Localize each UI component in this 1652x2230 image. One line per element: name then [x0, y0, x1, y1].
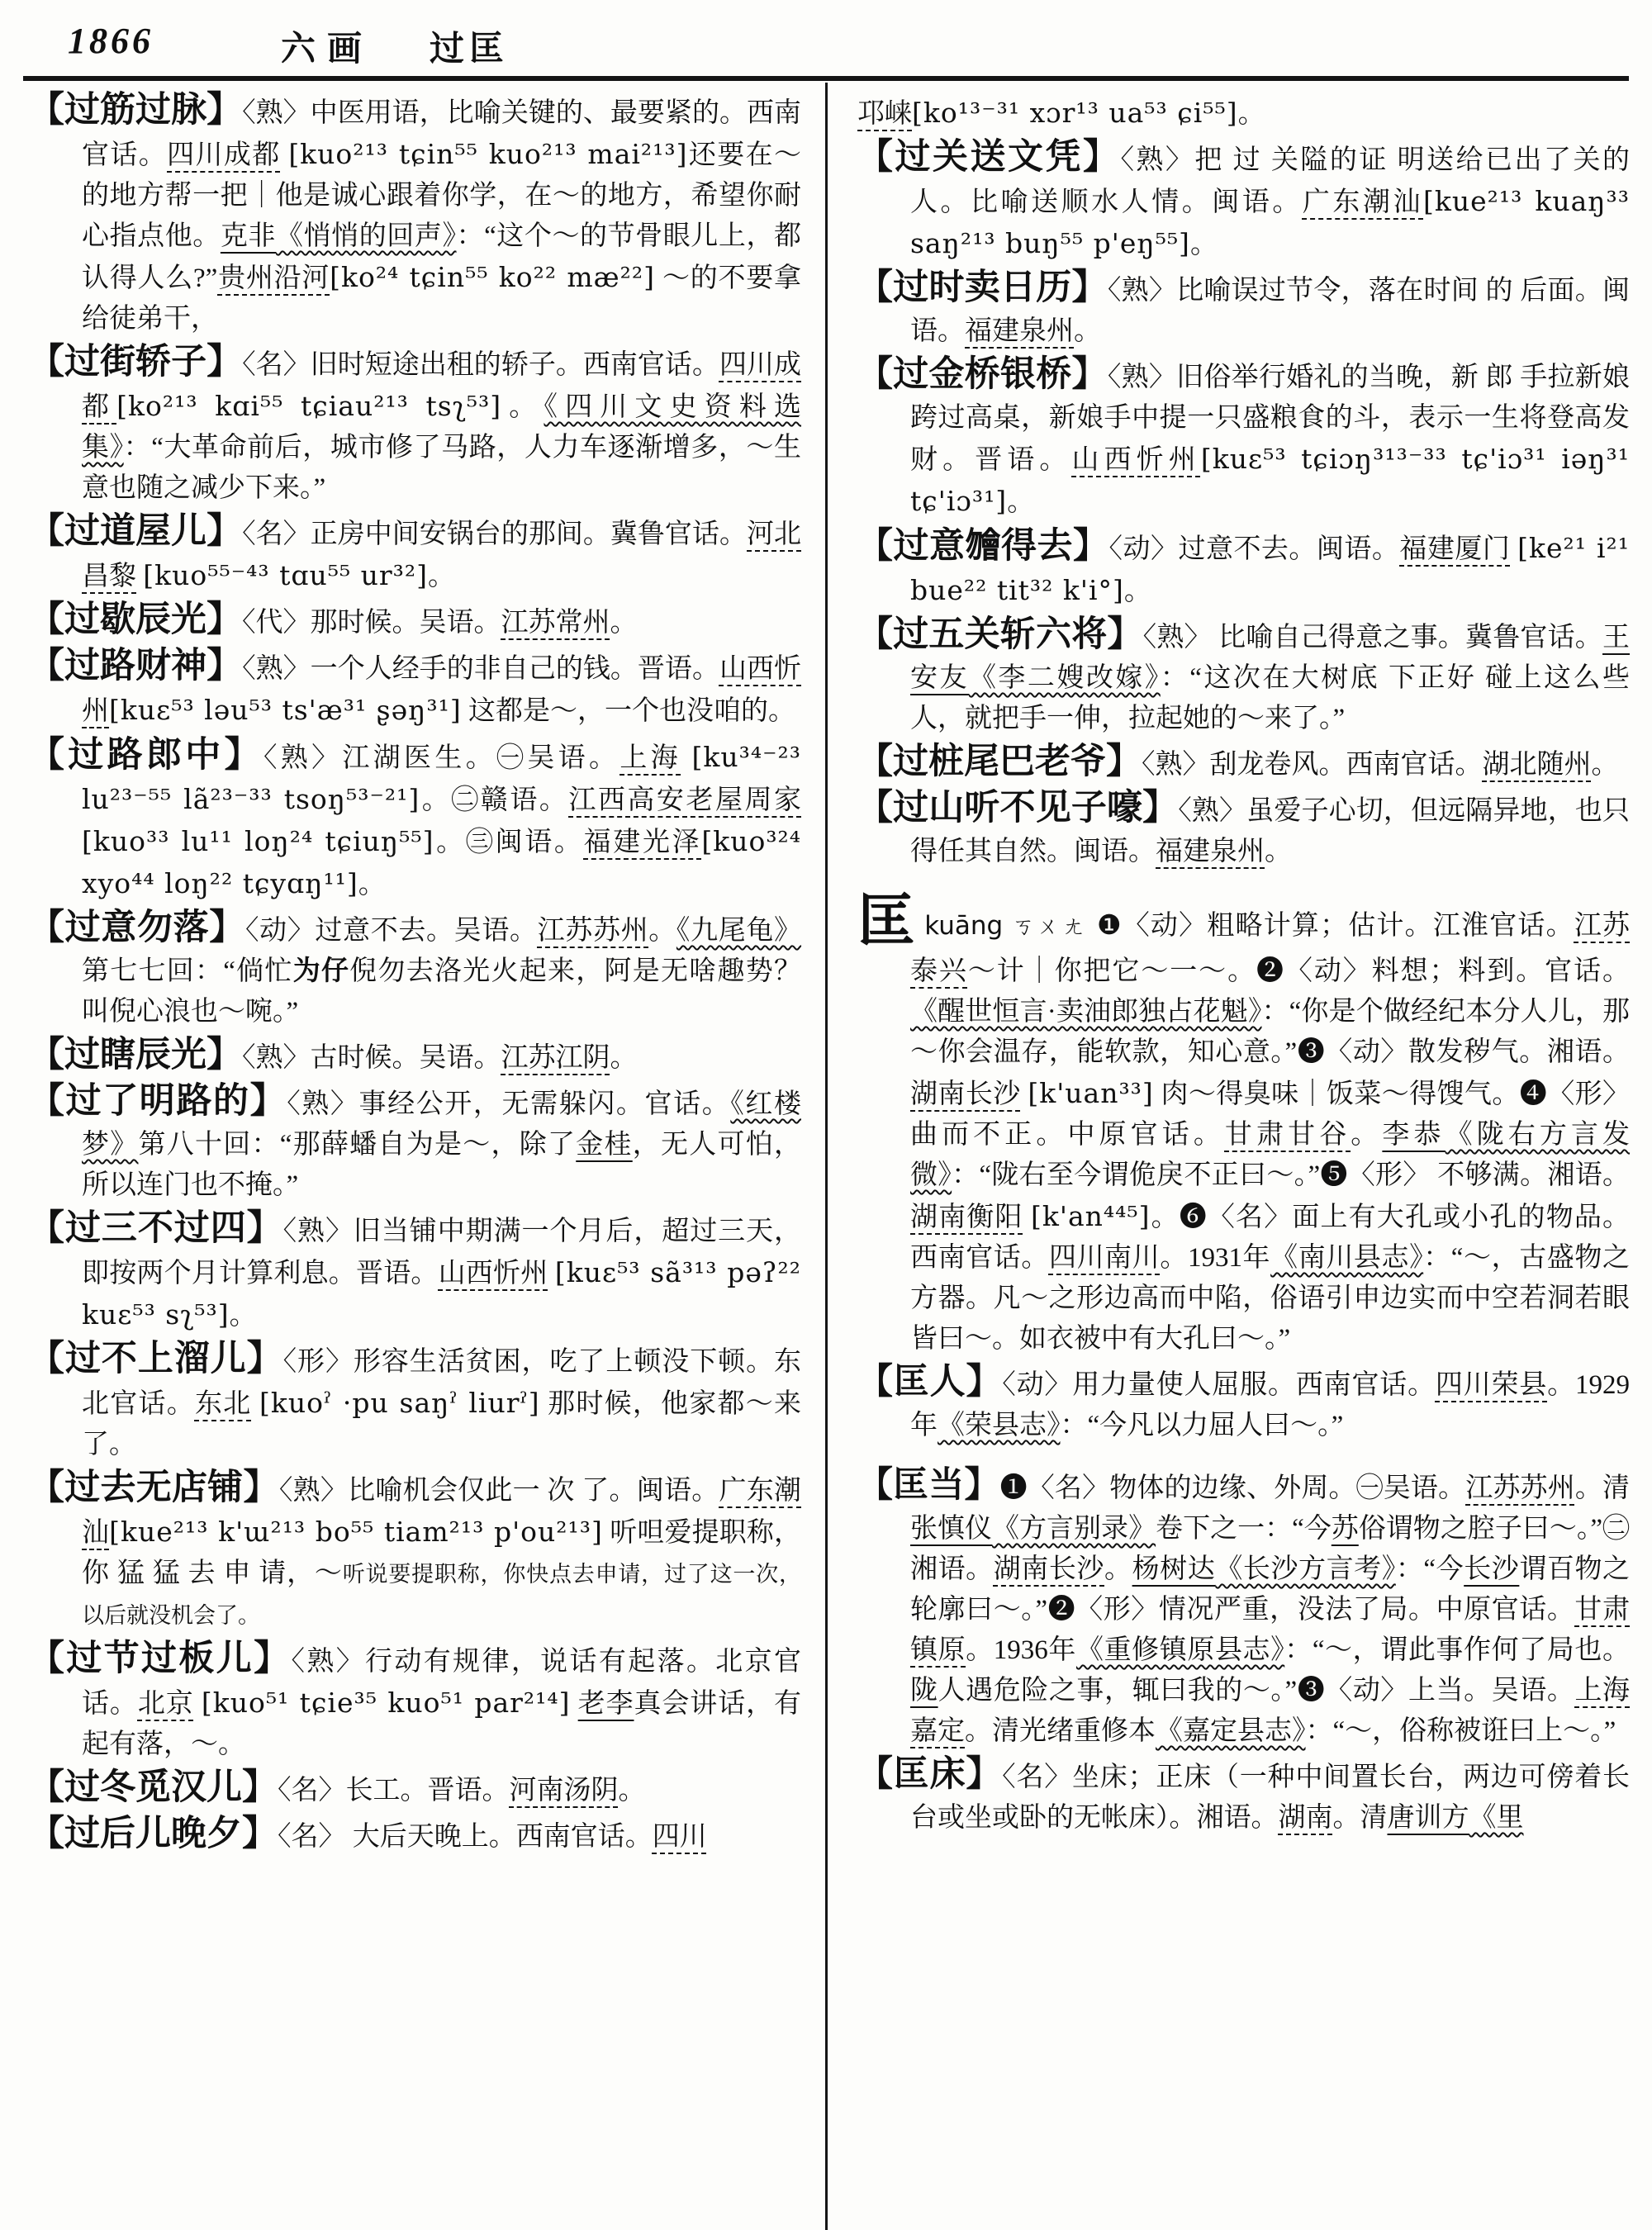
entry-text: 克非 [220, 221, 277, 251]
entry-headword: 【匡当】 [857, 1466, 1000, 1505]
entry-text: 这都是～，一个也没咱的。 [461, 696, 795, 726]
dict-entry [857, 93, 1630, 135]
dict-entry [29, 1470, 801, 1636]
entry-text: 。 [1104, 1554, 1132, 1584]
entry-text: 还要在～的地方帮一把｜他是诚心跟着你学，在～的地方，希望你耐心指点他。 [82, 140, 802, 251]
dict-entry [29, 602, 801, 643]
entry-text: ：“这次在大树底 下正好 碰上这么些人，就把手一伸，拉起她的～来了。” [910, 663, 1630, 733]
entry-text [136, 562, 143, 591]
dict-entry [29, 910, 801, 1032]
entry-text: 为仔 [292, 956, 350, 986]
dict-entry [857, 790, 1630, 872]
entry-headword: 【过道屋儿】 [29, 512, 243, 551]
phonetic-transcription: [k'uan³³] [1028, 1077, 1154, 1109]
entry-text: 《方言别录》 [992, 1514, 1156, 1544]
entry-text: 。 [610, 608, 638, 638]
entry-text: 江西高安老屋周家 [568, 785, 802, 815]
entry-headword: 【过筋过脉】 [29, 91, 243, 130]
entry-text: 。 [1189, 230, 1218, 259]
entry-text: ～的不要拿给徒弟干， [82, 263, 802, 334]
entry-text: 老李 [577, 1689, 634, 1719]
entry-headword: 【过节过板儿】 [29, 1639, 292, 1678]
entry-text: 。1936年 [966, 1635, 1076, 1665]
entry-text: 〈熟〉比喻机会仅此一 次 了。闽语。 [278, 1476, 719, 1506]
entry-text: 。 [618, 1776, 646, 1805]
entry-text: 。 [1007, 487, 1035, 517]
entry-text: 〈名〉 大后天晚上。西南官话。 [278, 1822, 653, 1852]
entry-text: ～计｜你把它～一～。❷〈动〉料想；料到。官话。 [967, 956, 1631, 986]
entry-text: 〈熟〉行动有规律，说话有起落。北京官话。 [82, 1647, 802, 1719]
entry-text: 河南汤阴 [509, 1776, 619, 1805]
entry-text: 。清 [1332, 1803, 1388, 1833]
entry-text: 上海 [620, 743, 681, 773]
entry-headword: 匡 [857, 890, 917, 954]
phonetic-transcription: [kuoˀ ·pu saŋˀ liurˀ] [259, 1387, 540, 1419]
dict-entry [29, 344, 801, 509]
entry-text: 。 [1351, 1120, 1383, 1150]
dict-entry [857, 528, 1630, 612]
entry-headword: 【过关送文凭】 [857, 138, 1121, 177]
entry-headword: 【过不上溜儿】 [29, 1340, 283, 1378]
entry-headword: 【过路郎中】 [29, 736, 263, 775]
entry-text: 上海嘉定 [910, 1676, 1631, 1746]
entry-text: 卷下之一：“今 [1156, 1514, 1332, 1544]
phonetic-transcription: [kuo³²⁴ xyo⁴⁴ loŋ²² tɕyɑŋ¹¹] [82, 825, 802, 899]
page-header [0, 12, 1652, 78]
entry-text: 东北 [194, 1389, 252, 1419]
entry-headword: 【过了明路的】 [29, 1082, 287, 1121]
entry-text: 邛崃 [857, 99, 912, 129]
page-number: 1866 [68, 21, 154, 61]
header-rule [23, 76, 1629, 81]
entry-text: 江苏苏州 [537, 916, 649, 946]
entry-text: 。1929年 [910, 1370, 1631, 1440]
entry-text: 〈代〉那时候。吴语。 [242, 608, 501, 638]
phonetic-transcription: [kuo³³ lu¹¹ loŋ²⁴ tɕiuŋ⁵⁵] [82, 825, 434, 857]
entry-text: 北京 [137, 1689, 194, 1719]
entry-text: 湖南长沙 [993, 1554, 1105, 1584]
dict-entry [29, 1084, 801, 1206]
entry-text: 。 [1123, 576, 1151, 606]
phonetic-transcription: [ku³⁴⁻²³ lu²³⁻⁵⁵ lã²³⁻³³ tsoŋ⁵³⁻²¹] [82, 741, 802, 815]
entry-text: 张慎仪 [910, 1514, 993, 1544]
entry-text: 山西忻州 [438, 1259, 548, 1288]
entry-text: 四川 [652, 1822, 707, 1852]
left-column [29, 93, 801, 1862]
dict-entry [29, 1641, 801, 1765]
right-column [857, 93, 1630, 1843]
entry-headword: 【过意𣍐得去】 [857, 527, 1109, 566]
entry-text: ：“～，谓此事作何了局也。 [1284, 1635, 1630, 1665]
entry-headword: 【过时卖日历】 [857, 268, 1108, 307]
dict-entry [29, 648, 801, 732]
entry-text [1510, 534, 1517, 564]
entry-text: ：“大革命前后，城市修了马路，人力车逐渐增多，～生意也随之减少下来。” [82, 433, 802, 503]
entry-text: 江苏常州 [501, 608, 610, 638]
entry-text: 《荣县志》 [938, 1411, 1061, 1440]
entry-text: 长沙 [1464, 1554, 1520, 1584]
dict-entry [29, 1341, 801, 1465]
entry-text: 。 [1237, 99, 1265, 129]
entry-text: 。 [358, 870, 386, 899]
entry-text: 四川荣县 [1435, 1370, 1548, 1400]
entry-text: 。 [1074, 316, 1101, 346]
entry-text: 湖南长沙 [910, 1079, 1021, 1109]
entry-text: 山西忻州 [1071, 445, 1201, 475]
phonetic-transcription: [kue²¹³ k'ɯ²¹³ bo⁵⁵ tiam²¹³ p'ou²¹³] [109, 1516, 603, 1548]
entry-text: 。 [1265, 837, 1292, 866]
entry-text: 〈名〉坐床；正床（一种中间置长台，两边可傍着长台或坐或卧的无帐床）。湘语。 [910, 1763, 1631, 1833]
entry-text: 《九尾龟》 [676, 916, 802, 946]
entry-text: 山西忻州 [82, 654, 802, 726]
entry-text: 〈动〉过意不去。吴语。 [244, 916, 538, 946]
entry-text: 肉～得臭味｜饭菜～得馊气。❹〈形〉曲而不正。中原官话。 [910, 1079, 1631, 1150]
dict-entry [857, 1468, 1630, 1752]
entry-text: 陇 [910, 1676, 938, 1706]
entry-text: 〈熟〉旧俗举行婚礼的当晚，新 郎 手拉新娘跨过高桌，新娘手中提一只盛粮食的斗，表示一生将登高发财。晋语。 [910, 363, 1631, 475]
entry-text: 谓百物之轮廓曰～。”❷〈形〉情况严重，没法了局。中原官话。 [910, 1554, 1631, 1625]
entry-text: 人遇危险之事，辄曰我的～。”❸〈动〉上当。吴语。 [938, 1676, 1575, 1706]
entry-text: 四川成都 [167, 140, 281, 170]
entry-text: 〈熟〉中医用语，比喻关键的、最要紧的。西南官话。 [82, 98, 802, 170]
phonetic-transcription: [kuo²¹³ tɕin⁵⁵ kuo²¹³ mai²¹³] [288, 138, 688, 170]
entry-text: 听说要提职称，你快点去申请，过了这一次，以后就没机会了。 [82, 1562, 802, 1628]
phonetic-transcription: [ko¹³⁻³¹ xɔr¹³ ua⁵³ ɕi⁵⁵] [912, 97, 1238, 129]
entry-text: 福建厦门 [1399, 534, 1511, 564]
entry-text: 〈熟〉比喻误过节令，落在时间 的 后面。闽语。 [910, 276, 1631, 346]
dict-entry [857, 140, 1630, 265]
entry-text: 江苏泰兴 [910, 911, 1631, 986]
dict-entry [857, 1364, 1630, 1446]
entry-text: 〈熟〉事经公开，无需躲闪。官话。 [287, 1089, 731, 1119]
entry-headword: 【过冬觅汉儿】 [29, 1768, 278, 1807]
entry-text [281, 140, 289, 170]
entry-text: 《重修镇原县志》 [1075, 1635, 1285, 1665]
entry-text: 福建泉州 [1156, 837, 1265, 866]
entry-text: 。 [1591, 750, 1619, 780]
entry-text: 江苏苏州 [1465, 1473, 1575, 1503]
entry-headword: 【过意勿落】 [29, 909, 245, 947]
stroke-section: 六画 [281, 31, 374, 69]
entry-text: 〈熟〉古时候。吴语。 [242, 1043, 501, 1073]
dict-entry [857, 890, 1631, 1359]
entry-text: 〈熟〉虽爱子心切，但远隔异地，也只得任其自然。闽语。 [910, 796, 1631, 866]
entry-text: 《悄悄的回声》 [276, 221, 457, 251]
entry-text: 〈熟〉把 过 关隘的证 明送给已出了关的人。比喻送顺水人情。闽语。 [910, 145, 1631, 217]
phonetic-transcription: [k'an⁴⁴⁵] [1031, 1200, 1151, 1232]
entry-text [570, 1689, 577, 1719]
entry-text: 〈形〉形容生活贫困，吃了上顿没下顿。东北官话。 [82, 1347, 802, 1419]
entry-text: 听呾爱提职称，你 猛 猛 去 申 请，～ [82, 1518, 802, 1588]
entry-text [548, 1259, 554, 1288]
entry-text: 真会讲话，有起有落，～。 [82, 1689, 802, 1759]
entry-text: 第八十回：“那薛蟠自为是～，除了 [138, 1130, 577, 1160]
entry-headword: 【过歇辰光】 [29, 600, 242, 639]
entry-text: 湖南衡阳 [910, 1203, 1023, 1232]
entry-headword: 【匡床】 [857, 1755, 1003, 1794]
entry-headword: 【过三不过四】 [29, 1209, 283, 1248]
entry-text: 湖南 [1278, 1803, 1333, 1833]
entry-text: 。 [428, 562, 456, 591]
entry-text: 《南川县志》 [1270, 1243, 1424, 1273]
entry-headword: 【过路财神】 [29, 647, 243, 686]
entry-text: 〈动〉过意不去。闽语。 [1108, 534, 1400, 564]
entry-text: 。清光绪重修本 [965, 1716, 1156, 1746]
entry-text: 那时候，他家都～来了。 [82, 1389, 802, 1459]
entry-text: 四川成都 [82, 350, 802, 422]
entry-text: 。1931年 [1160, 1243, 1271, 1273]
entry-text: ：“你是个做经纪本分人儿，那～你会温存，能软款，知心意。”❸〈动〉散发秽气。湘语。 [910, 997, 1630, 1067]
phonetic-transcription: [kuo⁵¹ tɕie³⁵ kuo⁵¹ par²¹⁴] [201, 1687, 571, 1719]
phonetic-transcription: [ko²⁴ tɕin⁵⁵ ko²² mæ²²] [330, 261, 655, 293]
entry-headword: 【匡人】 [857, 1363, 1003, 1402]
phonetic-transcription: [ko²¹³ kɑi⁵⁵ tɕiau²¹³ tsʅ⁵³] [116, 390, 502, 422]
dict-entry [29, 514, 801, 597]
entry-text: 〈熟〉刮龙卷风。西南官话。 [1142, 750, 1483, 780]
entry-text: 〈名〉正房中间安锅台的那间。冀鲁官话。 [242, 520, 747, 549]
entry-text: 四川南川 [1048, 1243, 1161, 1273]
dict-entry [29, 93, 801, 339]
entry-text: 福建泉州 [965, 316, 1074, 346]
entry-text: ：“这个～的节骨眼儿上，都认得人么?” [82, 221, 802, 293]
dict-entry [857, 1757, 1630, 1839]
column-divider [825, 83, 828, 2230]
entry-text: 杨树达 [1132, 1554, 1216, 1584]
entry-text: 广东潮汕 [1302, 187, 1424, 217]
entry-zhuyin: ㄎㄨㄤ [1011, 914, 1087, 939]
entry-headword: 【过去无店铺】 [29, 1468, 279, 1507]
entry-text: 福建光泽 [583, 828, 702, 857]
entry-text: 《陇右方言发微》 [910, 1120, 1631, 1190]
entry-headword: 【过五关斩六将】 [857, 615, 1143, 654]
entry-text: ：“陇右至今谓佹戾不正曰～。”❺〈形〉 不够满。湘语。 [952, 1160, 1631, 1190]
entry-text [194, 1689, 202, 1719]
phonetic-transcription: [kuɛ⁵³ tɕiɔŋ³¹³⁻³³ tɕ'iɔ³¹ iəŋ³¹ tɕ'iɔ³¹] [910, 443, 1631, 517]
entry-text: 广东潮汕 [82, 1476, 802, 1548]
entry-text: 《李二嫂改嫁》 [968, 663, 1161, 693]
entry-text: 第七七回：“倘忙 [82, 956, 293, 986]
entry-text: 。❻〈名〉面上有大孔或小孔的物品。西南官话。 [910, 1203, 1631, 1273]
entry-text [1023, 1203, 1031, 1232]
entry-text: 《醒世恒言·卖油郎独占花魁》 [910, 997, 1262, 1027]
entry-text: 〈熟〉 比喻自己得意之事。冀鲁官话。 [1142, 623, 1603, 652]
phonetic-transcription: [ke²¹ i²¹ bue²² tit³² k'i°] [910, 532, 1631, 606]
guide-words: 过匡 [430, 31, 510, 69]
phonetic-transcription: [kuɛ⁵³ ləu⁵³ ts'æ³¹ ʂəŋ³¹] [109, 694, 462, 726]
entry-text: 江苏江阴 [501, 1043, 610, 1073]
dict-entry [857, 357, 1630, 523]
entry-text: 河北昌黎 [82, 520, 802, 591]
dict-entry [29, 1037, 801, 1079]
entry-text: 。 [648, 916, 676, 946]
entry-text: ，无人可怕，所以连门也不掩。” [82, 1130, 802, 1200]
entry-text: 贵州沿河 [217, 263, 330, 293]
dict-entry [29, 1770, 801, 1811]
entry-pinyin: kuāng [924, 911, 1004, 941]
entry-text: 王安友 [910, 623, 1631, 693]
entry-text: 。 [229, 1301, 257, 1331]
entry-text: 俗谓物之腔子曰～。”㊁湘语。 [910, 1514, 1631, 1584]
entry-text: 《嘉定县志》 [1156, 1716, 1306, 1746]
entry-text: 〈名〉长工。晋语。 [278, 1776, 510, 1805]
entry-headword: 【过山听不见子嚎】 [857, 789, 1179, 828]
entry-text: ：“今 [1395, 1554, 1464, 1584]
dict-entry [29, 1816, 801, 1858]
dict-entry [857, 270, 1630, 352]
entry-text: 《四川文史资料选集》 [82, 392, 802, 463]
entry-headword: 【过街轿子】 [29, 343, 243, 382]
entry-text: 《红楼梦》 [82, 1089, 802, 1160]
dict-entry [29, 737, 801, 905]
entry-text: ：“～，古盛物之方器。凡～之形边高而中陷，俗语引申边实而中空若洞若眼皆曰～。如衣被中有大孔曰～。” [910, 1243, 1630, 1354]
entry-text: 〈动〉用力量使人屈服。西南官话。 [1002, 1370, 1436, 1400]
phonetic-transcription: [kuɛ⁵³ sã³¹³ pəʔ²² kuɛ⁵³ sʅ⁵³] [82, 1256, 802, 1331]
entry-text: 。 [610, 1043, 638, 1073]
dict-entry [857, 744, 1630, 785]
phonetic-transcription: [kuo⁵⁵⁻⁴³ tɑu⁵⁵ ur³²] [143, 559, 429, 591]
entry-headword: 【过桩尾巴老爷】 [857, 743, 1142, 781]
entry-text: 〈熟〉一个人经手的非自己的钱。晋语。 [242, 654, 719, 684]
entry-text: 〈熟〉旧当铺中期满一个月后，超过三天，即按两个月计算利息。晋语。 [82, 1217, 802, 1288]
entry-text: ：“～，俗称被诳曰上～。” [1305, 1716, 1616, 1746]
entry-text: 。清 [1574, 1473, 1631, 1503]
entry-text: 。㊁赣语。 [420, 785, 569, 815]
phonetic-transcription: [kue²¹³ kuaŋ³³ saŋ²¹³ buŋ⁵⁵ p'eŋ⁵⁵] [910, 185, 1631, 259]
entry-text: 湖北随州 [1482, 750, 1592, 780]
entry-text: 倪勿去洛光火起来，阿是无啥趣势？叫倪心浪也～啘。” [82, 956, 802, 1027]
entry-text: 甘肃镇原 [910, 1595, 1630, 1665]
entry-text [251, 1389, 259, 1419]
entry-headword: 【过瞎辰光】 [29, 1036, 242, 1075]
entry-text: 唐训方 [1387, 1803, 1469, 1833]
dict-entry [29, 1211, 801, 1336]
entry-text: ：“今凡以力屈人曰～。” [1060, 1411, 1344, 1440]
entry-text: 。㊂闽语。 [434, 828, 584, 857]
entry-text: ❶〈动〉粗略计算；估计。江淮官话。 [1096, 911, 1574, 941]
entry-text: 〈熟〉江湖医生。㊀吴语。 [263, 743, 620, 773]
entry-headword: 【过金桥银桥】 [857, 355, 1108, 394]
entry-text: 。 [501, 392, 544, 422]
entry-text: 《长沙方言考》 [1215, 1554, 1396, 1584]
entry-text: 《里 [1469, 1803, 1524, 1833]
entry-headword: 【过后儿晚夕】 [29, 1815, 278, 1853]
entry-text: 金桂 [576, 1130, 633, 1160]
entry-text [681, 743, 692, 773]
entry-text: 〈名〉旧时短途出租的轿子。西南官话。 [242, 350, 719, 380]
entry-text: 苏 [1331, 1514, 1359, 1544]
entry-text: 李恭 [1382, 1120, 1446, 1150]
entry-text: 甘肃甘谷 [1224, 1120, 1351, 1150]
dict-entry [857, 617, 1630, 739]
entry-text: ❶〈名〉物体的边缘、外周。㊀吴语。 [999, 1473, 1466, 1503]
